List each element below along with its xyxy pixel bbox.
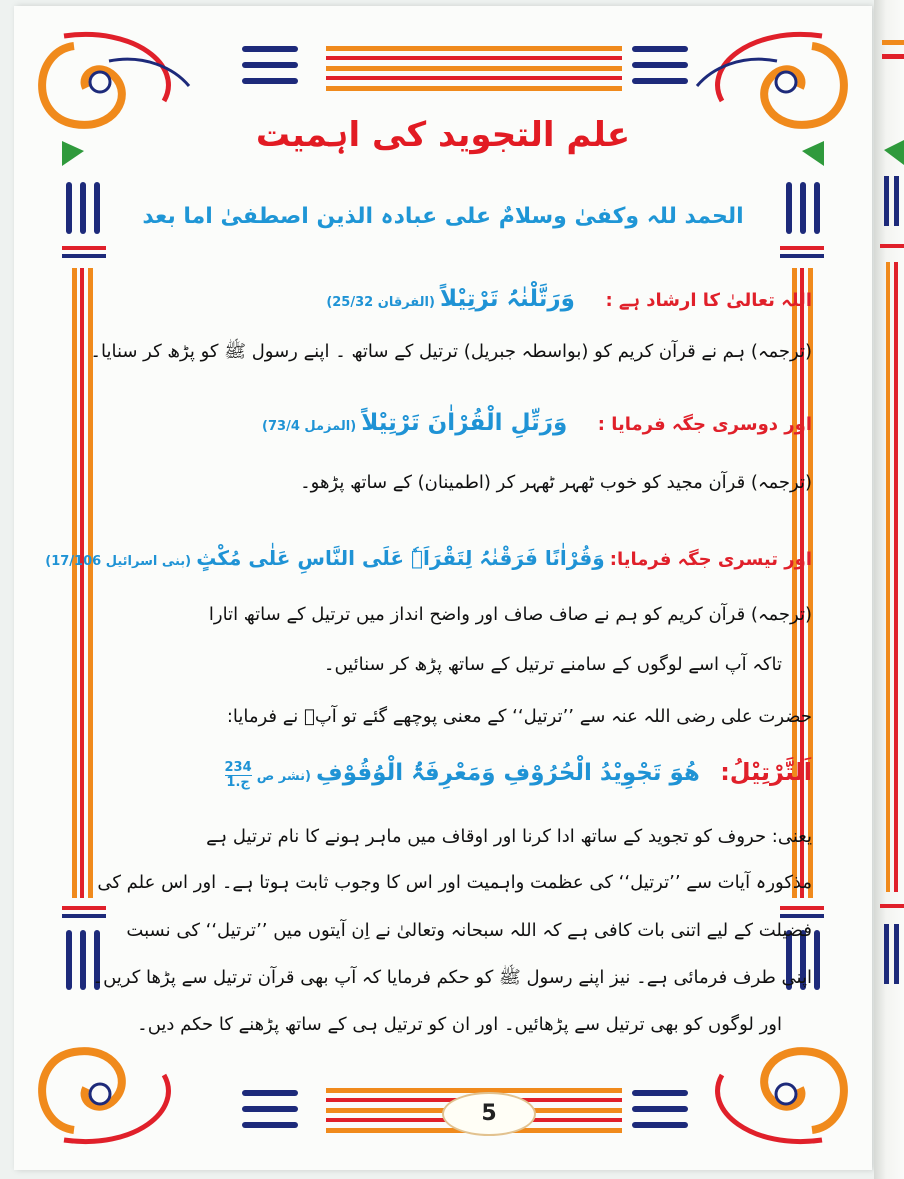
page-border-ornament [14, 6, 872, 1170]
page-title: علم التجوید کی اہمیت [255, 115, 631, 155]
paragraph-line-5: اور لوگوں کو بھی ترتیل سے پڑھائیں۔ اور ان کو ترتیل ہی کے ساتھ پڑھنے کا حکم دیں۔ [137, 1014, 782, 1035]
adjacent-page-edge [874, 0, 904, 1179]
hamd-line: الحمد للہ وکفیٰ وسلامٌ علی عبادہ الذین اصطفیٰ اما بعد [142, 204, 744, 229]
tarteel-lead: اَلتَّرْتِیْلُ: [720, 758, 812, 786]
verse-3-lead: اور تیسری جگہ فرمایا: [609, 549, 812, 570]
adjacent-page-ornament [874, 0, 904, 1179]
paragraph-line-4: اپنی طرف فرمائی ہے۔ نیز اپنے رسول ﷺ کو حکم فرمایا کہ آپ بھی قرآن ترتیل سے پڑھا کریں۔ [92, 967, 812, 988]
book-page [14, 6, 872, 1170]
verse-1-arabic: وَرَتَّلْنٰہُ تَرْتِیْلاً [440, 286, 575, 312]
verse-2-reference: (المزمل 73/4) [262, 419, 357, 434]
page-number: 5 [442, 1092, 536, 1136]
verse-3-arabic: وَقُرْاٰنًا فَرَقْنٰہُ لِتَقْرَاَہٗ عَلَی النَّاسِ عَلٰی مُکْثٍ [196, 546, 605, 570]
translation-3-line-2: تاکہ آپ اسے لوگوں کے سامنے ترتیل کے ساتھ پڑھ کر سنائیں۔ [323, 654, 782, 675]
verse-line-3 [45, 546, 812, 570]
hazrat-ali-line: حضرت علی رضی اللہ عنہ سے ’’ترتیل‘‘ کے معنی پوچھے گئے تو آپؓ نے فرمایا: [226, 706, 812, 727]
paragraph-line-3: فضیلت کے لیے اتنی بات کافی ہے کہ اللہ سبحانہ وتعالیٰ نے اِن آیتوں میں ’’ترتیل‘‘ کی نسبت [126, 920, 812, 941]
verse-1-reference: (الفرقان 25/32) [326, 295, 435, 310]
corner-ornament-bottom-left [42, 1051, 168, 1141]
verse-2-lead: اور دوسری جگہ فرمایا : [597, 414, 812, 435]
paragraph-line-1: یعنی: حروف کو تجوید کے ساتھ ادا کرنا اور اوقاف میں ماہر ہونے کا نام ترتیل ہے [206, 826, 812, 847]
translation-2: (ترجمہ) قرآن مجید کو خوب ٹھہر ٹھہر کر (اطمینان) کے ساتھ پڑھو۔ [300, 472, 812, 493]
corner-ornament-bottom-right [718, 1051, 844, 1141]
tarteel-definition [74, 758, 812, 790]
translation-3-line-1: (ترجمہ) قرآن کریم کو ہم نے صاف صاف اور واضح انداز میں ترتیل کے ساتھ اتارا [208, 604, 812, 625]
tarteel-reference-volume: ج.1 [226, 775, 250, 790]
verse-3-reference: (بنی اسرائیل 17/106) [45, 554, 192, 569]
verse-1-lead: اللہ تعالیٰ کا ارشاد ہے : [605, 290, 812, 311]
translation-1: (ترجمہ) ہم نے قرآن کریم کو (بواسطہ جبریل) ترتیل کے ساتھ ۔ اپنے رسول ﷺ کو پڑھ کر سنایا۔ [90, 341, 812, 362]
tarteel-reference-page: 234 [224, 760, 252, 775]
verse-line-2 [74, 410, 812, 436]
verse-line-1 [74, 286, 812, 312]
tarteel-reference-fraction [225, 761, 252, 790]
tarteel-reference-label: (نشر ص [256, 769, 311, 784]
verse-2-arabic: وَرَتِّلِ الْقُرْاٰنَ تَرْتِیْلاً [361, 410, 568, 436]
tarteel-arabic: ھُوَ تَجْوِیْدُ الْحُرُوْفِ وَمَعْرِفَۃُ الْوُقُوْفِ [315, 760, 700, 786]
paragraph-line-2: مذکورہ آیات سے ’’ترتیل‘‘ کی عظمت واہمیت اور اس کا وجوب ثابت ہوتا ہے۔ اور اس علم کی [97, 872, 812, 893]
top-bar-ornament [242, 46, 688, 91]
